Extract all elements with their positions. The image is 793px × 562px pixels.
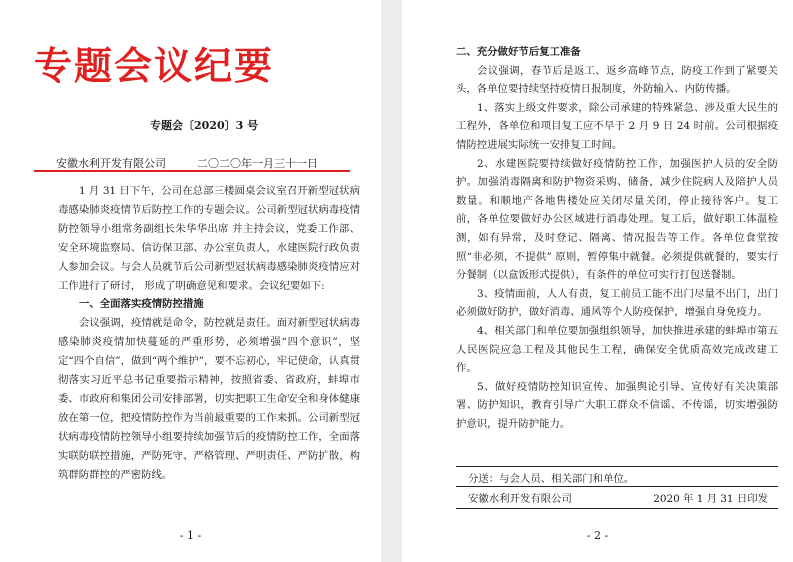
distribution-list: 分送：与会人员、相关部门和单位。 bbox=[468, 473, 635, 485]
list-item: 3、疫情面前，人人有责，复工前员工能不出门尽量不出门，出门必须做好防护，做好消毒、通风等个人防疫保护，增强自身免疫力。 bbox=[456, 287, 778, 319]
footer-date: 2020 年 1 月 31 日印发 bbox=[653, 493, 768, 505]
document-title: 专题会议纪要 bbox=[34, 43, 275, 88]
issue-date: 二〇二〇年一月三十一日 bbox=[197, 157, 318, 170]
page-number-2: - 2 - bbox=[586, 529, 609, 542]
issuer-row bbox=[36, 155, 346, 171]
divider bbox=[456, 486, 778, 487]
page-number-1: - 1 - bbox=[179, 529, 202, 542]
section-2-intro: 会议强调，春节后是返工、返乡高峰节点，防疫工作到了紧要关头，各单位要持续坚持疫情日报制度，外防输入、内防传播。 bbox=[456, 64, 778, 96]
page-1-body bbox=[58, 182, 360, 485]
section-1-heading: 一、全面落实疫情防控措施 bbox=[79, 298, 204, 311]
page-2-body bbox=[456, 43, 778, 433]
intro-paragraph: 1 月 31 日下午，公司在总部三楼圆桌会议室召开新型冠状病毒感染肺炎疫情节后防控工作的专题会议。公司新型冠状病毒疫情防控领导小组常务副组长朱华华出席 并主持会议，党委工作部、安全环境监察局、信访保卫部、办公室负责人，水建医院行政负责人参加会议。与会人员就节后公司新型冠状病毒感染肺炎疫情应对工作进行了研讨， 形成了明确意见和要求。会议纪要如下: bbox=[58, 185, 360, 292]
divider bbox=[456, 466, 778, 467]
document-number: 专题会〔2020〕3 号 bbox=[150, 119, 259, 132]
list-item: 5、做好疫情防控知识宣传、加强舆论引导、宣传好有关决策部署、防护知识，教育引导广大职工群众不信谣、不传谣，切实增强防护意识，提升防护能力。 bbox=[456, 380, 778, 430]
issuer-name: 安徽水利开发有限公司 bbox=[56, 157, 166, 170]
footer-issuer: 安徽水利开发有限公司 bbox=[468, 493, 572, 505]
list-item: 1、落实上级文件要求，除公司承建的特殊紧急、涉及重大民生的工程外，各单位和项目复工应不早于 2 月 9 日 24 时前。公司根据疫情防控进展实际统一安排复工时间。 bbox=[456, 101, 778, 151]
print-footer bbox=[468, 490, 768, 505]
page-2 bbox=[402, 0, 793, 562]
divider bbox=[456, 508, 778, 509]
list-item: 4、相关部门和单位要加强组织领导，加快推进承建的蚌埠市第五人民医院应急工程及其他民生工程，确保安全优质高效完成改建工作。 bbox=[456, 324, 778, 375]
page-1 bbox=[0, 0, 381, 562]
section-1-body: 会议强调，疫情就是命令，防控就是责任。面对新型冠状病毒感染肺炎疫情加快蔓延的严重形势，必须增强“四个意识”，坚定“四个自信”，做到“两个维护”，要不忘初心，牢记使命，认真贯彻落实习近平总书记重要指示精神，按照省委、省政府，蚌埠市委、市政府和集团公司安排部署，切实把职工生命安全和身体健康放在第一位，把疫情防控作为当前最重要的工作来抓。公司新型冠状病毒疫情防控领导小组要持续加强节后的疫情防控工作，全面落实联防联控措施，严防死守、严格管理、严明责任、严防扩散，构筑群防群控的严密防线。 bbox=[58, 317, 360, 481]
section-2-heading: 二、充分做好节后复工准备 bbox=[456, 46, 581, 58]
list-item: 2、水建医院要持续做好疫情防控工作，加强医护人员的安全防护。加强消毒隔离和防护物资采购、储备，减少住院病人及陪护人员数量。和顺地产各地售楼处应关闭尽量关闭，停止接待客户。复工前，各单位要做好办公区域进行消毒处理。复工后，做好职工体温检测，如有异常，及时登记、隔离、情况报告等工作。各单位食堂按照“非必须，不提供” 原则，暂停集中就餐。必须提供就餐的，要实行分餐制（以盒饭形式提供），有条件的单位可实行打包送餐制。 bbox=[456, 157, 778, 282]
red-divider bbox=[34, 170, 350, 172]
